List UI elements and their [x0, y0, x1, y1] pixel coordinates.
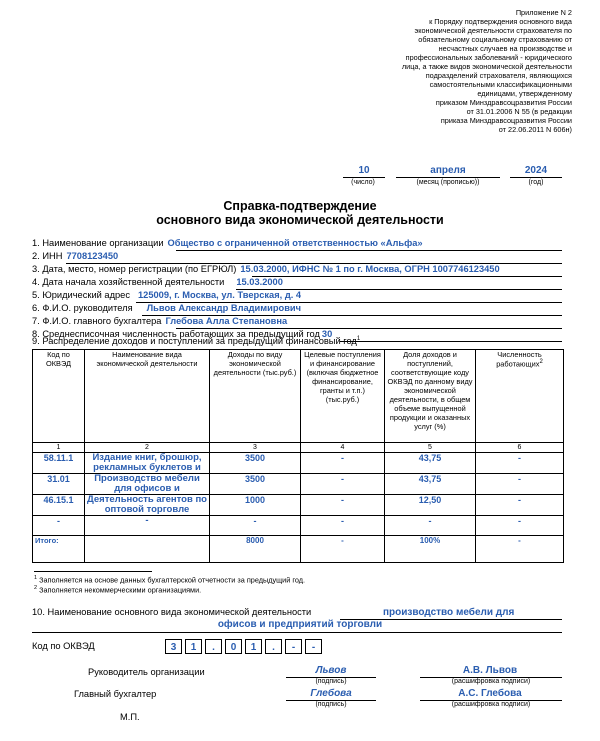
- inn-value[interactable]: 7708123450: [66, 251, 119, 261]
- appendix-line: обязательному социальному страхованию от: [418, 35, 572, 44]
- field-distribution: [32, 336, 360, 346]
- row-code[interactable]: -: [33, 516, 85, 536]
- total-label: Итого:: [33, 536, 85, 563]
- date-month-caption: (месяц (прописью)): [416, 179, 480, 186]
- row-target[interactable]: -: [301, 516, 385, 536]
- row-code[interactable]: 31.01: [33, 474, 85, 495]
- column-number: 6: [476, 443, 564, 453]
- footnote-1: [34, 575, 305, 584]
- accountant-value[interactable]: Глебова Алла Степановна: [165, 316, 288, 326]
- row-income[interactable]: 1000: [210, 495, 301, 516]
- appendix-line: от 31.01.2006 N 55 (в редакции: [466, 107, 572, 116]
- field-underline: [176, 250, 562, 251]
- table-total-row: [33, 536, 564, 563]
- field-label: 2. ИНН: [32, 251, 63, 261]
- field-underline: [252, 276, 562, 277]
- title-line: Справка-подтверждение: [223, 199, 377, 213]
- field-inn: [32, 251, 118, 261]
- column-number: 3: [210, 443, 301, 453]
- field-accountant: [32, 316, 287, 326]
- row-income[interactable]: 3500: [210, 453, 301, 474]
- okved-box[interactable]: 3: [165, 639, 182, 654]
- row-code[interactable]: 46.15.1: [33, 495, 85, 516]
- row-target[interactable]: -: [301, 453, 385, 474]
- row-share[interactable]: 43,75: [385, 453, 476, 474]
- accountant-label: Главный бухгалтер: [74, 689, 157, 699]
- table-header-row: [33, 350, 564, 443]
- field-address: [32, 290, 301, 300]
- field-label: 7. Ф.И.О. главного бухгалтера: [32, 316, 162, 326]
- column-number: 5: [385, 443, 476, 453]
- field-label: 1. Наименование организации: [32, 238, 164, 248]
- appendix-line: подразделений страхователя, являющихся: [425, 71, 572, 80]
- appendix-line: к Порядку подтверждения основного вида: [429, 17, 572, 26]
- total-staff[interactable]: -: [476, 536, 564, 563]
- field-label: 9. Распределение доходов и поступлений за предыдущий финансовый год: [32, 336, 357, 347]
- footnote-text: Заполняется некоммерческими организациями.: [39, 585, 202, 595]
- head-label: Руководитель организации: [88, 667, 205, 677]
- total-empty: [85, 536, 210, 563]
- field-underline: [32, 632, 562, 633]
- footnote-marker: 2: [34, 585, 38, 591]
- start-date-value[interactable]: 15.03.2000: [236, 277, 283, 287]
- row-activity[interactable]: Издание книг, брошюр, рекламных буклетов и: [85, 453, 210, 474]
- head-name-caption: (расшифровка подписи): [451, 678, 531, 685]
- appendix-line: самостоятельными классификационными: [429, 80, 572, 89]
- date-day-caption: (число): [351, 179, 375, 186]
- row-activity[interactable]: Деятельность агентов по оптовой торговле: [85, 495, 210, 516]
- column-number: 1: [33, 443, 85, 453]
- appendix-line: Приложение N 2: [515, 8, 572, 17]
- appendix-line: приказа Минздравсоцразвития России: [440, 116, 572, 125]
- date-day[interactable]: 10: [343, 165, 385, 178]
- row-staff[interactable]: -: [476, 474, 564, 495]
- head-signature-caption: (подпись): [315, 678, 347, 685]
- income-distribution-table: [32, 349, 564, 563]
- row-target[interactable]: -: [301, 474, 385, 495]
- okved-box[interactable]: .: [205, 639, 222, 654]
- okved-box[interactable]: -: [285, 639, 302, 654]
- header-staff: [476, 350, 564, 443]
- table-column-numbers: [33, 443, 564, 453]
- document-title: [0, 199, 600, 227]
- header-staff-label: Численность работающих: [496, 350, 542, 369]
- row-activity[interactable]: -: [85, 516, 210, 536]
- row-share[interactable]: -: [385, 516, 476, 536]
- footnote-divider: [34, 571, 152, 572]
- appendix-note: [372, 8, 572, 134]
- appendix-line: лица, а также видов экономической деятельности: [401, 62, 572, 71]
- appendix-line: профессиональных заболеваний - юридического: [405, 53, 572, 62]
- director-value[interactable]: Львов Александр Владимирович: [146, 303, 302, 313]
- main-activity-line1[interactable]: производство мебели для: [383, 607, 515, 618]
- field-start-date: [32, 277, 283, 287]
- headcount-value[interactable]: 30: [321, 329, 333, 339]
- total-target[interactable]: -: [301, 536, 385, 563]
- date-month[interactable]: апреля: [396, 165, 500, 178]
- footnote-text: Заполняется на основе данных бухгалтерской отчетности за предыдущий год.: [39, 575, 306, 585]
- head-name[interactable]: А.В. Львов: [462, 665, 518, 676]
- field-label: 4. Дата начала хозяйственной деятельности: [32, 277, 225, 287]
- column-number: 4: [301, 443, 385, 453]
- table-row: [33, 474, 564, 495]
- appendix-line: от 22.06.2011 N 606н): [498, 125, 572, 134]
- okved-box[interactable]: -: [305, 639, 322, 654]
- column-number: 2: [85, 443, 210, 453]
- row-share[interactable]: 43,75: [385, 474, 476, 495]
- address-value[interactable]: 125009, г. Москва, ул. Тверская, д. 4: [138, 290, 302, 300]
- appendix-line: приказом Минздравсоцразвития России: [435, 98, 572, 107]
- field-registration: [32, 264, 500, 274]
- header-activity-name: Наименование вида экономической деятельности: [85, 350, 210, 443]
- field-label: 8. Среднесписочная численность работающих за предыдущий год: [32, 329, 320, 339]
- date-year-caption: (год): [528, 179, 544, 186]
- header-income: Доходы по виду экономической деятельности (тыс.руб.): [210, 350, 301, 443]
- row-income[interactable]: 3500: [210, 474, 301, 495]
- row-activity[interactable]: Производство мебели для офисов и: [85, 474, 210, 495]
- header-income-share: Доля доходов и поступлений, соответствующие коду ОКВЭД по данному виду экономической деятельности, в общем объеме выпущенной продукции и оказанных услуг (%): [385, 350, 476, 443]
- footnote-ref: 2: [539, 359, 543, 365]
- appendix-line: экономической деятельности страхователя по: [414, 26, 572, 35]
- accountant-name[interactable]: А.С. Глебова: [458, 688, 522, 699]
- okved-label: Код по ОКВЭД: [32, 641, 95, 651]
- footnote-2: [34, 585, 201, 594]
- row-target[interactable]: -: [301, 495, 385, 516]
- row-share[interactable]: 12,50: [385, 495, 476, 516]
- appendix-line: несчастных случаев на производстве и: [438, 44, 572, 53]
- stamp-place: М.П.: [120, 712, 140, 722]
- main-activity-line2[interactable]: офисов и предприятий торговли: [217, 619, 383, 630]
- footnote-marker: 1: [34, 575, 38, 581]
- row-income[interactable]: -: [210, 516, 301, 536]
- organization-name-value[interactable]: Общество с ограниченной ответственностью «Альфа»: [167, 238, 423, 248]
- table-row: [33, 453, 564, 474]
- total-income[interactable]: 8000: [210, 536, 301, 563]
- row-staff[interactable]: -: [476, 516, 564, 536]
- header-target-funding: Целевые поступления и финансирование (включая бюджетное финансирование, гранты и т.п.) (тыс.руб.): [301, 350, 385, 443]
- section-10-label: 10. Наименование основного вида экономической деятельности: [32, 607, 312, 617]
- accountant-name-caption: (расшифровка подписи): [451, 701, 531, 708]
- total-share[interactable]: 100%: [385, 536, 476, 563]
- field-underline: [340, 341, 562, 342]
- table-row: [33, 516, 564, 536]
- appendix-line: единицами, утвержденному: [477, 89, 572, 98]
- field-label: 5. Юридический адрес: [32, 290, 130, 300]
- field-director: [32, 303, 301, 313]
- accountant-signature[interactable]: Глебова: [310, 688, 352, 699]
- field-organization: [32, 238, 423, 248]
- footnote-ref: 1: [356, 336, 361, 342]
- field-label: 3. Дата, место, номер регистрации (по ЕГРЮЛ): [32, 264, 237, 274]
- okved-box[interactable]: .: [265, 639, 282, 654]
- okved-box[interactable]: 1: [245, 639, 262, 654]
- header-okved-code: Код по ОКВЭД: [33, 350, 85, 443]
- head-signature[interactable]: Львов: [315, 665, 347, 676]
- row-code[interactable]: 58.11.1: [33, 453, 85, 474]
- table-row: [33, 495, 564, 516]
- registration-value[interactable]: 15.03.2000, ИФНС № 1 по г. Москва, ОГРН 1007746123450: [240, 264, 500, 274]
- row-staff[interactable]: -: [476, 453, 564, 474]
- accountant-signature-caption: (подпись): [315, 701, 347, 708]
- row-staff[interactable]: -: [476, 495, 564, 516]
- title-line: основного вида экономической деятельности: [156, 213, 444, 227]
- date-year[interactable]: 2024: [510, 165, 562, 178]
- field-label: 6. Ф.И.О. руководителя: [32, 303, 133, 313]
- okved-box[interactable]: 1: [185, 639, 202, 654]
- okved-box[interactable]: 0: [225, 639, 242, 654]
